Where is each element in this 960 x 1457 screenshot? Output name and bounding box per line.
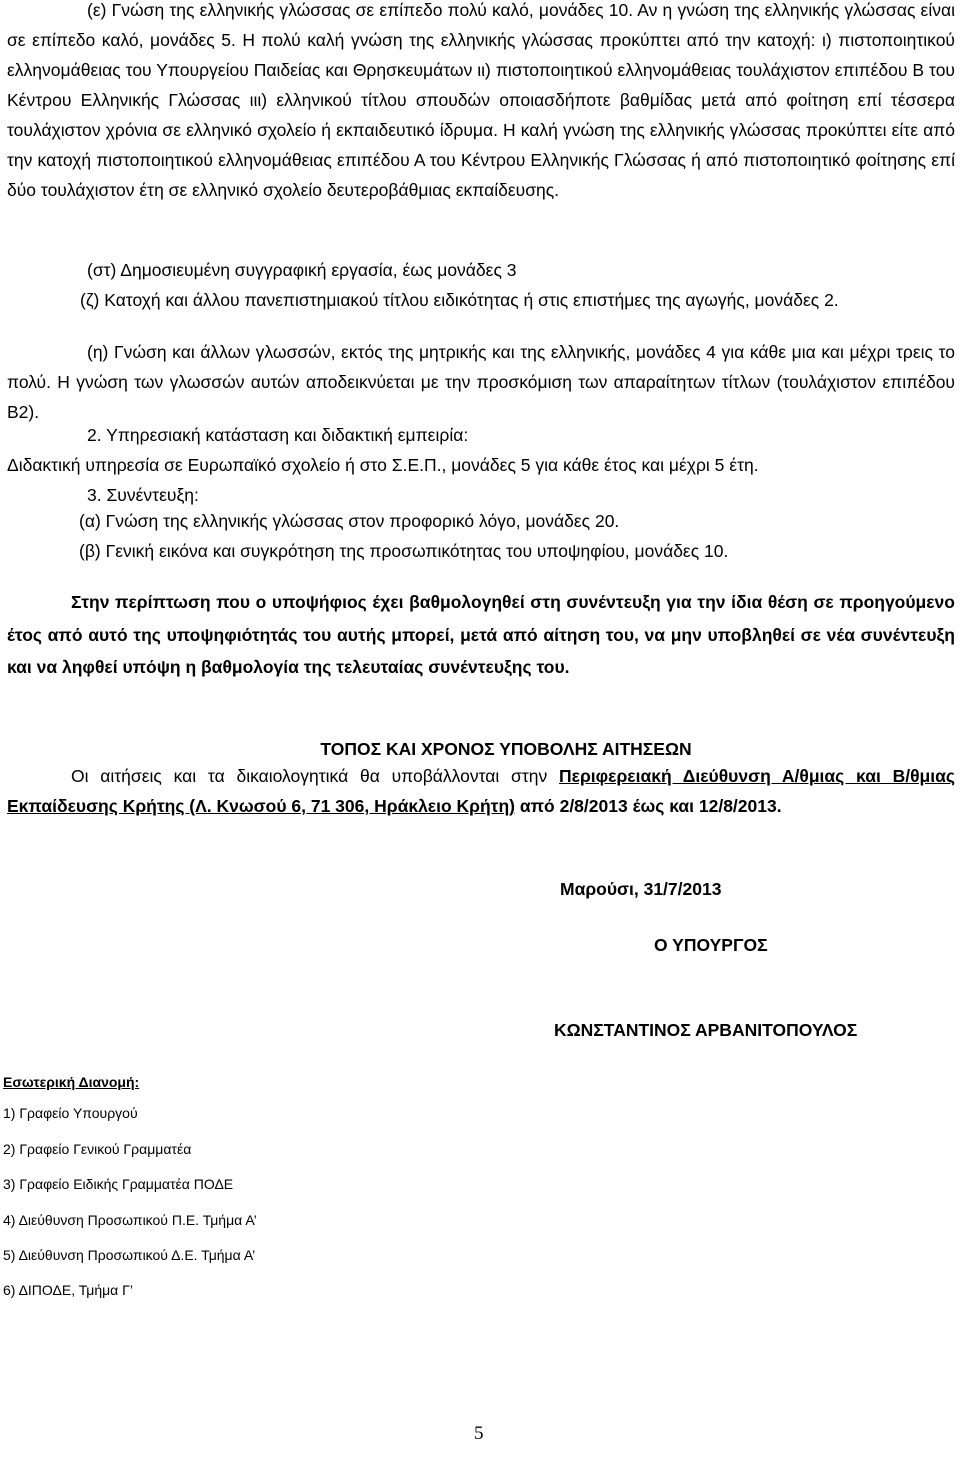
paragraph-other-languages: (η) Γνώση και άλλων γλωσσών, εκτός της μητρικής και της ελληνικής, μονάδες 4 για κάθε μια και μέχρι τρεις το πολύ. Η γνώση των γλωσσών αυτών αποδεικνύεται με την προσκόμιση των απαραίτητων τίτλων (τουλάχιστον επιπέδου Β2). xyxy=(7,342,955,422)
submission-dates: από 2/8/2013 έως και 12/8/2013. xyxy=(515,796,782,816)
section-2-heading: 2. Υπηρεσιακή κατάσταση και διδακτική εμπειρία: xyxy=(87,425,469,445)
paragraph-second-degree: (ζ) Κατοχή και άλλου πανεπιστημιακού τίτλου ειδικότητας ή στις επιστήμες της αγωγής, μονάδες 2. xyxy=(80,290,839,310)
submission-place: Περιφερειακή Διεύθυνση Α/θμιας και Β/θμιας Εκπαίδευσης Κρήτης (Λ. Κνωσού 6, 71 306, Ηράκλειο Κρήτη) xyxy=(7,766,955,816)
interview-item-a: (α) Γνώση της ελληνικής γλώσσας στον προφορικό λόγο, μονάδες 20. xyxy=(79,511,620,531)
distribution-item: 6) ΔΙΠΟΔΕ, Τμήμα Γ’ xyxy=(3,1282,133,1298)
submission-text: Οι αιτήσεις και τα δικαιολογητικά θα υποβάλλονται στην xyxy=(71,766,560,786)
distribution-item: 4) Διεύθυνση Προσωπικού Π.Ε. Τμήμα Α’ xyxy=(3,1212,257,1228)
distribution-item: 3) Γραφείο Ειδικής Γραμματέα ΠΟΔΕ xyxy=(3,1176,234,1192)
section-3-number: 3. xyxy=(87,485,102,505)
paragraph-published-work: (στ) Δημοσιευμένη συγγραφική εργασία, έως μονάδες 3 xyxy=(87,260,517,280)
section-2-text: Διδακτική υπηρεσία σε Ευρωπαϊκό σχολείο ή στο Σ.Ε.Π., μονάδες 5 για κάθε έτος και μέχρι 5 έτη. xyxy=(7,455,759,475)
signature-name: ΚΩΝΣΤΑΝΤΙΝΟΣ ΑΡΒΑΝΙΤΟΠΟΥΛΟΣ xyxy=(554,1020,858,1040)
signature-title: Ο ΥΠΟΥΡΓΟΣ xyxy=(654,935,768,955)
paragraph-greek-language: (ε) Γνώση της ελληνικής γλώσσας σε επίπεδο πολύ καλό, μονάδες 10. Αν η γνώση της ελληνικής γλώσσας είναι σε επίπεδο καλό, μονάδες 5. Η πολύ καλή γνώση της ελληνικής γλώσσας προκύπτει από την κατοχή: ι) πιστοποιητικού ελληνομάθειας του Υπουργείου Παιδείας και Θρησκευμάτων ιι) πιστοποιητικού ελληνομάθειας τουλάχιστον επιπέδου Β του Κέντρου Ελληνικής Γλώσσας ιιι) ελληνικού τίτλου σπουδών οποιασδήποτε βαθμίδας μετά από φοίτηση επί τέσσερα τουλάχιστον χρόνια σε ελληνικό σχολείο ή εκπαιδευτικό ίδρυμα. Η καλή γνώση της ελληνικής γλώσσας προκύπτει είτε από την κατοχή πιστοποιητικού ελληνομάθειας επιπέδου Α του Κέντρου Ελληνικής Γλώσσας ή από πιστοποιητικό φοίτησης επί δύο τουλάχιστον έτη σε ελληνικό σχολείο δευτεροβάθμιας εκπαίδευσης. xyxy=(7,0,955,200)
distribution-item: 5) Διεύθυνση Προσωπικού Δ.Ε. Τμήμα Α’ xyxy=(3,1247,256,1263)
page-number: 5 xyxy=(474,1423,484,1444)
submission-paragraph xyxy=(7,761,955,821)
interview-note: Στην περίπτωση που ο υποψήφιος έχει βαθμολογηθεί στη συνέντευξη για την ίδια θέση σε προηγούμενο έτος από αυτό της υποψηφιότητάς του αυτής μπορεί, μετά από αίτηση του, να μην υποβληθεί σε νέα συνέντευξη και να ληφθεί υπόψη η βαθμολογία της τελευταίας συνέντευξης του. xyxy=(7,592,955,677)
interview-item-b: (β) Γενική εικόνα και συγκρότηση της προσωπικότητας του υποψηφίου, μονάδες 10. xyxy=(79,541,729,561)
distribution-heading: Εσωτερική Διανομή: xyxy=(3,1074,140,1090)
distribution-item: 2) Γραφείο Γενικού Γραμματέα xyxy=(3,1141,192,1157)
section-3-title: Συνέντευξη: xyxy=(106,485,199,505)
submission-heading: ΤΟΠΟΣ ΚΑΙ ΧΡΟΝΟΣ ΥΠΟΒΟΛΗΣ ΑΙΤΗΣΕΩΝ xyxy=(320,739,692,759)
distribution-item: 1) Γραφείο Υπουργού xyxy=(3,1105,138,1121)
signature-place-date: Μαρούσι, 31/7/2013 xyxy=(560,879,722,899)
